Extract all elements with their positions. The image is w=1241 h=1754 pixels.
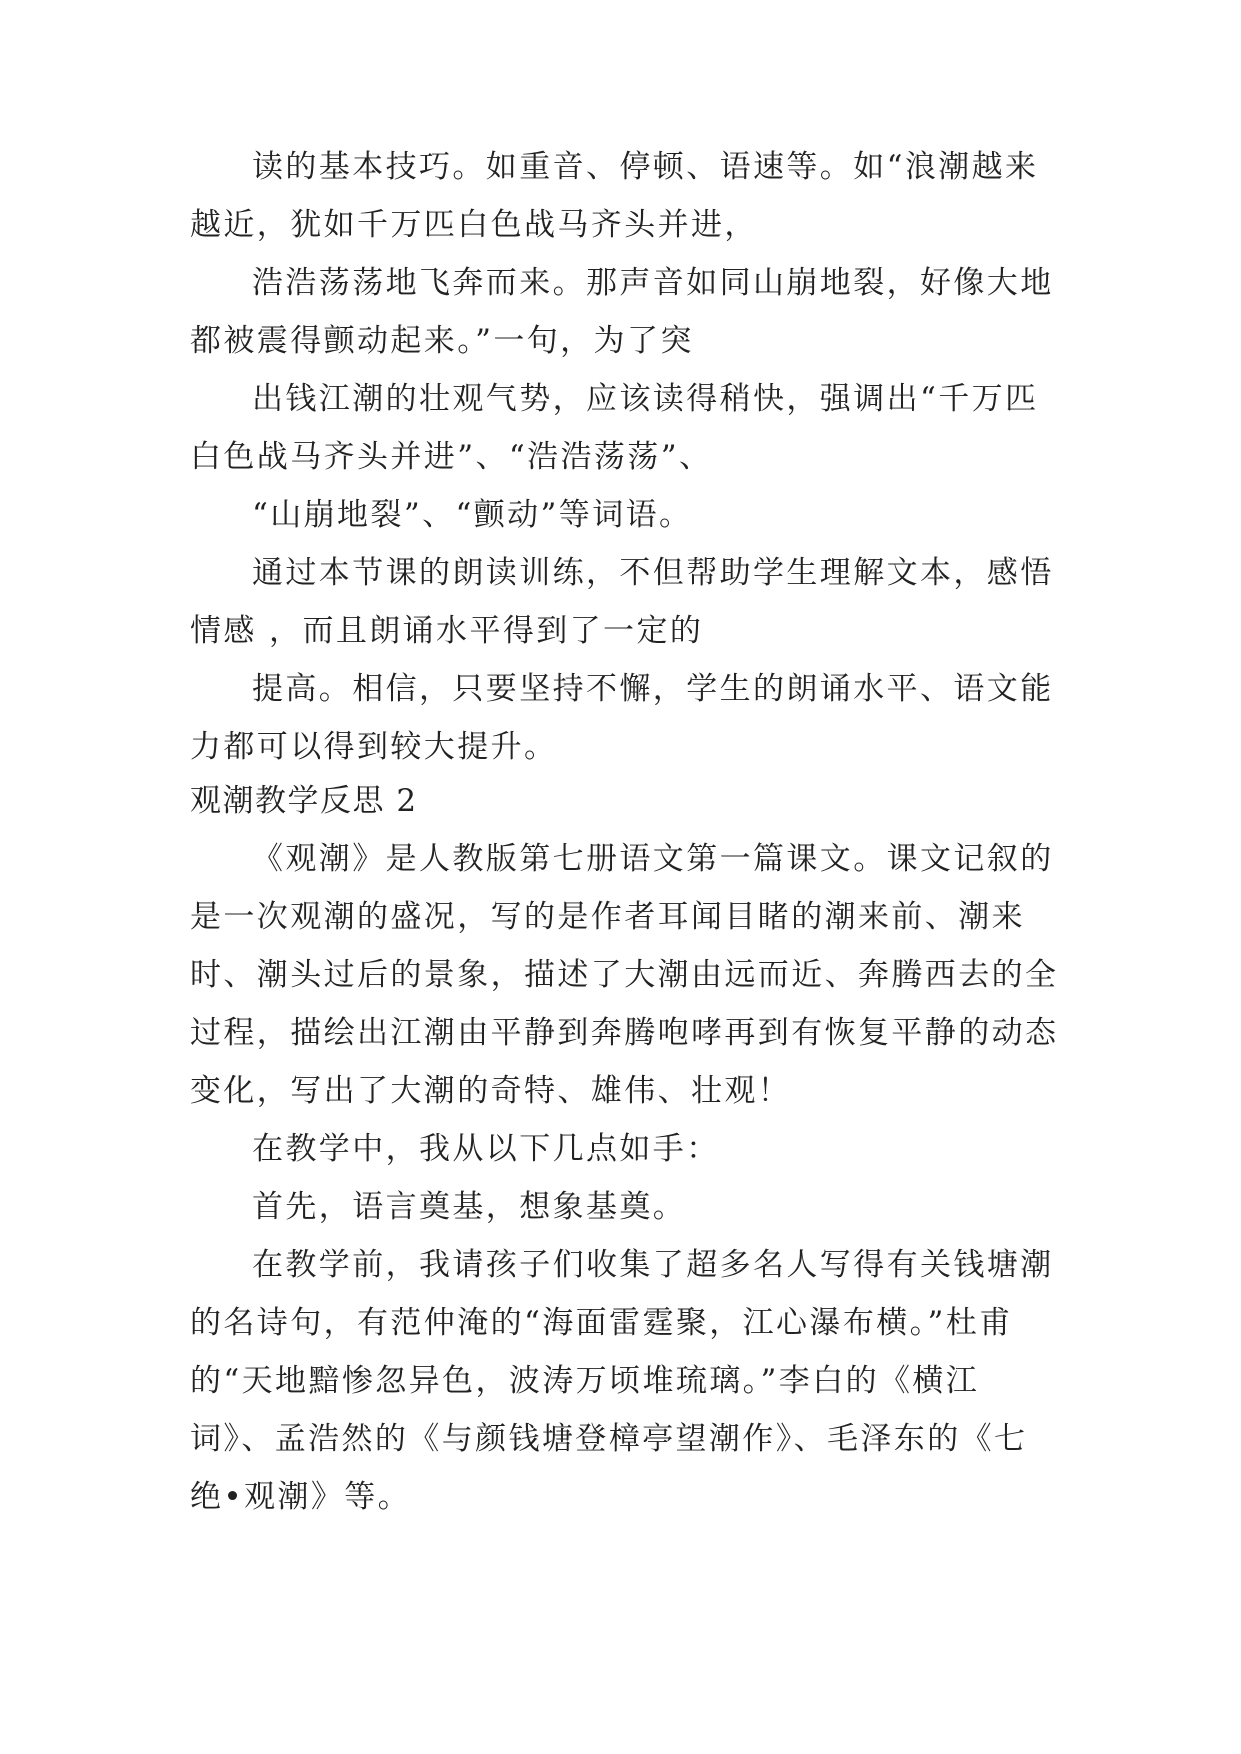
paragraph: 浩浩荡荡地飞奔而来。那声音如同山崩地裂，好像大地都被震得颤动起来。”一句，为了突 [190, 265, 1054, 359]
paragraph: 在教学中，我从以下几点如手： [252, 1131, 720, 1167]
section-title: 观潮教学反思 2 [190, 783, 418, 819]
paragraph: “山崩地裂”、“颤动”等词语。 [252, 497, 693, 533]
paragraph: 通过本节课的朗读训练，不但帮助学生理解文本，感悟情感 ，而且朗诵水平得到了一定的 [190, 555, 1054, 649]
paragraph: 在教学前，我请孩子们收集了超多名人写得有关钱塘潮的名诗句，有范仲淹的“海面雷霆聚，江心瀑布横。”杜甫的“天地黯惨忽异色，波涛万顷堆琉璃。”李白的《横江词》、孟浩然的《与颜钱塘登樟亭望潮作》、毛泽东的《七绝•观潮》等。 [190, 1247, 1054, 1515]
paragraph: 提高。相信，只要坚持不懈，学生的朗诵水平、语文能力都可以得到较大提升。 [190, 671, 1054, 765]
paragraph: 首先，语言奠基，想象基奠。 [252, 1189, 687, 1225]
paragraph: 出钱江潮的壮观气势，应该读得稍快，强调出“千万匹白色战马齐头并进”、“浩浩荡荡”、 [190, 381, 1039, 475]
paragraph: 读的基本技巧。如重音、停顿、语速等。如“浪潮越来越近，犹如千万匹白色战马齐头并进， [190, 149, 1039, 243]
paragraph: 《观潮》是人教版第七册语文第一篇课文。课文记叙的是一次观潮的盛况，写的是作者耳闻目睹的潮来前、潮来时、潮头过后的景象，描述了大潮由远而近、奔腾西去的全过程，描绘出江潮由平静到奔腾咆哮再到有恢复平静的动态变化，写出了大潮的奇特、雄伟、壮观！ [190, 841, 1059, 1109]
section-1-body [190, 138, 1060, 776]
section-2-body [190, 830, 1060, 1526]
